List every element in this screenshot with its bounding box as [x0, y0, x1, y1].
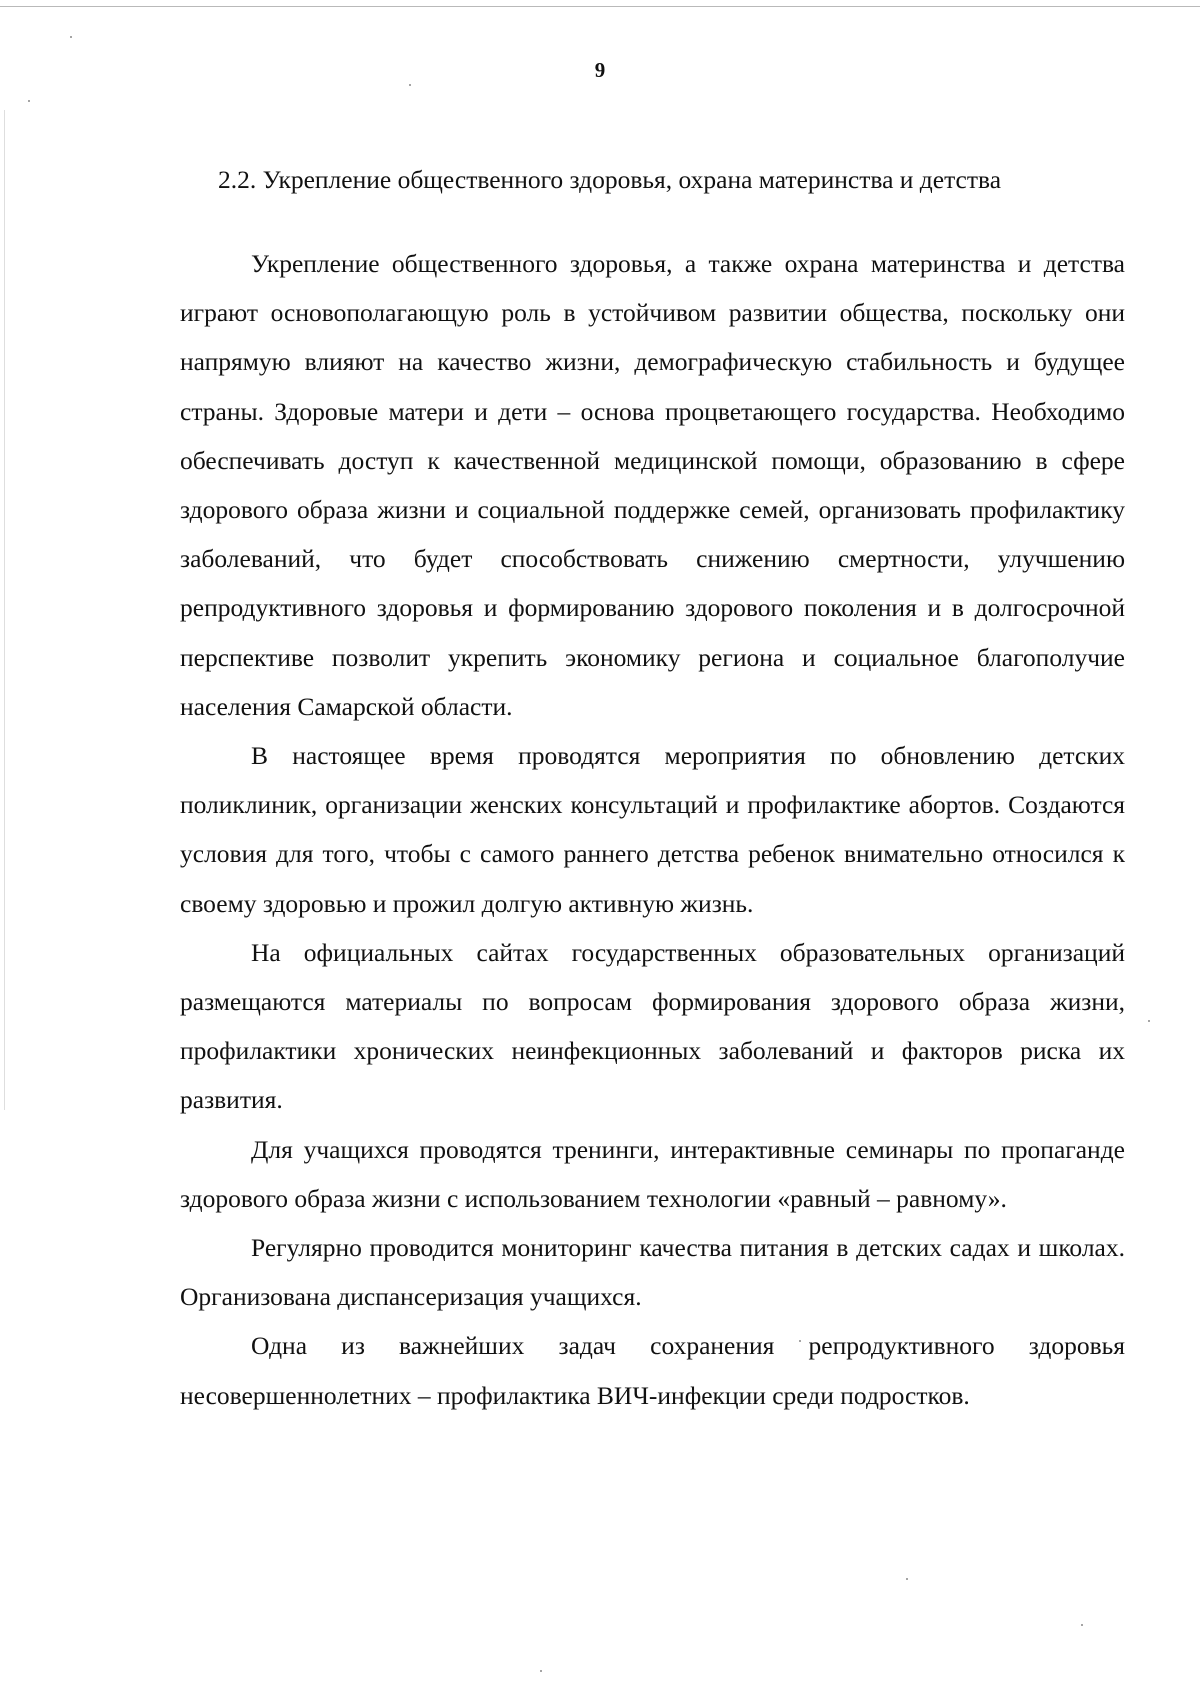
paragraph: Регулярно проводится мониторинг качества питания в детских садах и школах. Организована диспансеризация учащихся. [180, 1233, 1125, 1312]
scan-artifact-line [0, 6, 1200, 7]
paragraph: Укрепление общественного здоровья, а также охрана материнства и детства играют основополагающую роль в устойчивом развитии общества, поскольку они напрямую влияют на качество жизни, демографическую стабильность и будущее страны. Здоровые матери и дети – основа процветающего государства. Необходимо обеспечивать доступ к качественной медицинской помощи, образованию в сфере здорового образа жизни и социальной поддержке семей, организовать профилактику заболеваний, что будет способствовать снижению смертности, улучшению репродуктивного здоровья и формированию здорового поколения и в долгосрочной перспективе позволит укрепить экономику региона и социальное благополучие населения Самарской области. [180, 249, 1125, 721]
section-heading: 2.2. Укрепление общественного здоровья, охрана материнства и детства [218, 165, 1002, 194]
scan-speck [540, 1670, 542, 1672]
body-text [180, 239, 1125, 1420]
scan-speck [1081, 1624, 1083, 1626]
scan-speck [409, 84, 411, 86]
scan-artifact-edge [4, 110, 5, 1110]
paragraph: В настоящее время проводятся мероприятия по обновлению детских поликлиник, организации женских консультаций и профилактике абортов. Создаются условия для того, чтобы с самого раннего детства ребенок внимательно относился к своему здоровью и прожил долгую активную жизнь. [180, 741, 1125, 918]
scan-speck [906, 1578, 908, 1580]
paragraph: Для учащихся проводятся тренинги, интерактивные семинары по пропаганде здорового образа жизни с использованием технологии «равный – равному». [180, 1134, 1125, 1213]
scan-speck [1148, 1020, 1150, 1022]
paragraph: Одна из важнейших задач сохранения репродуктивного здоровья несовершеннолетних – профилактика ВИЧ-инфекции среди подростков. [180, 1331, 1125, 1410]
page-number: 9 [594, 58, 606, 82]
scan-speck [70, 36, 72, 38]
scan-speck [28, 100, 30, 102]
paragraph: На официальных сайтах государственных образовательных организаций размещаются материалы по вопросам формирования здорового образа жизни, профилактики хронических неинфекционных заболеваний и факторов риска их развития. [180, 937, 1125, 1115]
